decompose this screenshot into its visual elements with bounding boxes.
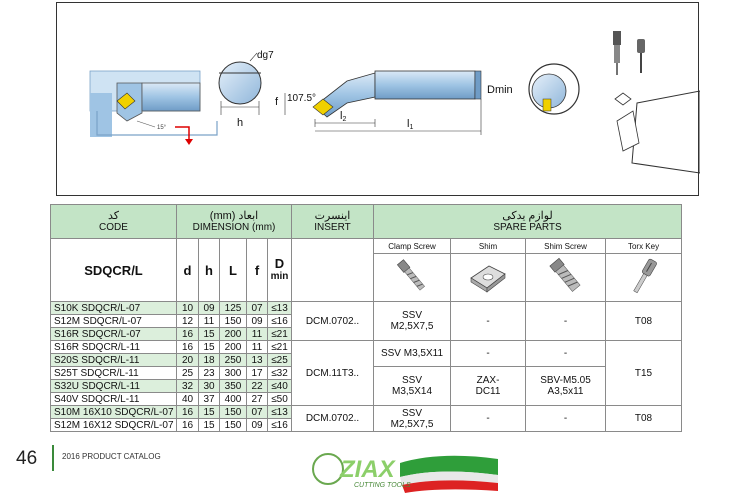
- insert-header: اینسرت INSERT: [292, 205, 374, 239]
- footer-divider: [52, 445, 54, 471]
- torx-group-2: T15: [606, 341, 682, 406]
- technical-drawing: [56, 2, 699, 196]
- insert-group-1: DCM.0702..: [292, 302, 374, 341]
- torx-group-3: T08: [606, 406, 682, 432]
- table-row: S12M SDQCR/L-07 12 11 150 09 ≤16: [51, 315, 682, 328]
- shim-label: Shim: [451, 239, 526, 254]
- page-number: 46: [16, 448, 38, 469]
- insert-group-3: DCM.0702..: [292, 406, 374, 432]
- l2-label: l2: [340, 110, 347, 123]
- shim-group-1: -: [451, 302, 526, 341]
- shim-screw-label: Shim Screw: [526, 239, 606, 254]
- shim-group-3: -: [451, 406, 526, 432]
- shim-icon: [451, 254, 526, 302]
- screw-key-view: [613, 31, 700, 173]
- catalog-label: 2016 PRODUCT CATALOG: [62, 452, 161, 461]
- h-label: h: [237, 117, 244, 129]
- boring-detail-view: [90, 71, 217, 145]
- torx-key-icon: [606, 254, 682, 302]
- col-L: L: [220, 239, 247, 302]
- table-row: S12M 16X12 SDQCR/L-07 16 15 150 09 ≤16: [51, 419, 682, 432]
- torx-key-label: Torx Key: [606, 239, 682, 254]
- insert-blank: [292, 239, 374, 302]
- logo-text: ZIAX: [340, 456, 395, 483]
- clamp-group-2a: SSV M3,5X11: [374, 341, 451, 367]
- clamp-screw-label: Clamp Screw: [374, 239, 451, 254]
- table-row: S10M 16X10 SDQCR/L-07 16 15 150 07 ≤13 DCM.0702.. SSV M2,5X7,5 - - T08: [51, 406, 682, 419]
- dmin-label: Dmin: [487, 84, 513, 96]
- table-row: S25T SDQCR/L-11 25 23 300 17 ≤32 SSV M3,5X14 ZAX-DC11 SBV-M5.05 A3,5x11: [51, 367, 682, 380]
- code-header: کد CODE: [51, 205, 177, 239]
- col-dmin: D min: [268, 239, 292, 302]
- col-f: f: [247, 239, 268, 302]
- l1-label: l1: [407, 118, 414, 131]
- ziax-logo: [310, 445, 500, 493]
- tool-drawing-svg: [57, 3, 700, 197]
- shim-screw-group-3: -: [526, 406, 606, 432]
- shank-section-view: [219, 50, 274, 129]
- clamp-group-3: SSV M2,5X7,5: [374, 406, 451, 432]
- table-row: S40V SDQCR/L-11 40 37 400 27 ≤50: [51, 393, 682, 406]
- spare-parts-header: لوازم یدکی SPARE PARTS: [374, 205, 682, 239]
- dimension-header: (mm) ابعاد DIMENSION (mm): [177, 205, 292, 239]
- shim-group-2a: -: [451, 341, 526, 367]
- tool-side-view: [275, 71, 481, 135]
- col-h: h: [199, 239, 220, 302]
- table-row: S10K SDQCR/L-07 10 09 125 07 ≤13 DCM.0702.. SSV M2,5X7,5 - - T08: [51, 302, 682, 315]
- shim-screw-group-2a: -: [526, 341, 606, 367]
- table-row: S32U SDQCR/L-11 32 30 350 22 ≤40: [51, 380, 682, 393]
- shim-screw-group-1: -: [526, 302, 606, 341]
- shim-screw-icon: [526, 254, 606, 302]
- clamp-group-1: SSV M2,5X7,5: [374, 302, 451, 341]
- model-name: SDQCR/L: [51, 239, 177, 302]
- shim-group-2b: ZAX-DC11: [451, 367, 526, 406]
- spec-table: [50, 204, 682, 432]
- col-d: d: [177, 239, 199, 302]
- angle-label: 107.5°: [287, 93, 317, 104]
- table-row: S16R SDQCR/L-11 16 15 200 11 ≤21 DCM.11T3.. SSV M3,5X11 - - T15: [51, 341, 682, 354]
- clamp-screw-icon: [374, 254, 451, 302]
- table-row: S20S SDQCR/L-11 20 18 250 13 ≤25: [51, 354, 682, 367]
- bore-view: [487, 64, 579, 114]
- small-angle-label: 15°: [157, 125, 167, 131]
- insert-group-2: DCM.11T3..: [292, 341, 374, 406]
- shim-screw-group-2b: SBV-M5.05 A3,5x11: [526, 367, 606, 406]
- clamp-group-2b: SSV M3,5X14: [374, 367, 451, 406]
- table-row: S16R SDQCR/L-07 16 15 200 11 ≤21: [51, 328, 682, 341]
- logo-subtext: CUTTING TOOLS: [354, 482, 411, 489]
- dg7-label: dg7: [257, 50, 274, 61]
- f-label: f: [275, 96, 279, 108]
- torx-group-1: T08: [606, 302, 682, 341]
